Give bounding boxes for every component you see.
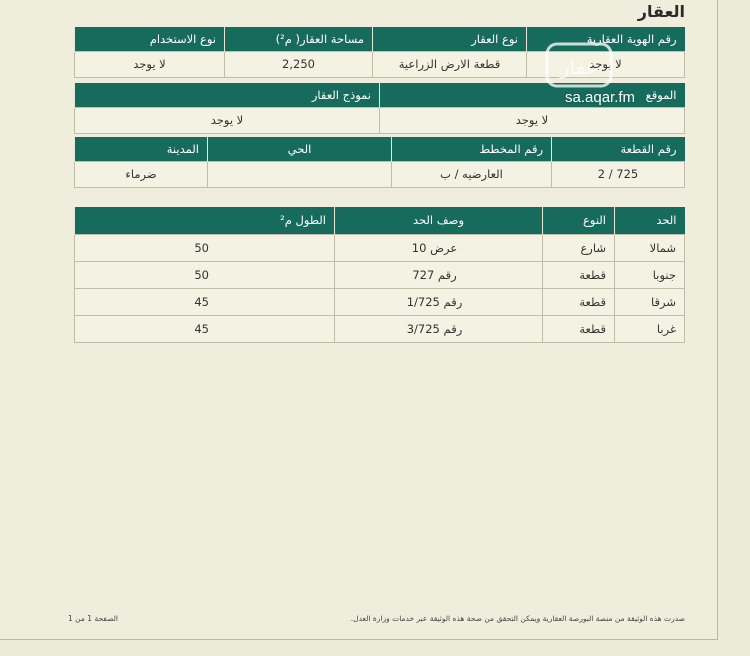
value-district xyxy=(208,161,392,187)
property-header-row xyxy=(75,27,685,51)
value-property-model: لا يوجد xyxy=(75,107,380,133)
header-city: المدينة xyxy=(75,137,208,161)
border-description: رقم 1/725 xyxy=(335,288,543,315)
property-table xyxy=(74,27,685,78)
value-property-area: 2,250 xyxy=(225,51,373,77)
header-border-length: الطول م² xyxy=(75,207,335,234)
border-type: قطعة xyxy=(543,261,615,288)
border-direction: جنوبا xyxy=(615,261,685,288)
footer-page-number: الصفحة 1 من 1 xyxy=(68,614,118,623)
value-usage-type: لا يوجد xyxy=(75,51,225,77)
header-plan-number: رقم المخطط xyxy=(392,137,552,161)
section-title: العقار xyxy=(637,2,685,21)
table-row xyxy=(75,234,685,261)
header-property-area: مساحة العقار( م²) xyxy=(225,27,373,51)
header-property-model: نموذج العقار xyxy=(75,83,380,107)
border-description: عرض 10 xyxy=(335,234,543,261)
header-border-description: وصف الحد xyxy=(335,207,543,234)
border-direction: شرقا xyxy=(615,288,685,315)
watermark-url: sa.aqar.fm xyxy=(565,89,636,106)
header-district: الحي xyxy=(208,137,392,161)
value-plan-number: العارضيه / ب xyxy=(392,161,552,187)
border-type: قطعة xyxy=(543,288,615,315)
table-row xyxy=(75,288,685,315)
border-direction: غربا xyxy=(615,315,685,342)
value-property-type: قطعة الارض الزراعية xyxy=(373,51,527,77)
header-border: الحد xyxy=(615,207,685,234)
aqar-logo-text: عقار xyxy=(560,55,598,79)
borders-header-row xyxy=(75,207,685,234)
plot-header-row xyxy=(75,137,685,161)
value-plot-number: 725 / 2 xyxy=(552,161,685,187)
border-length: 45 xyxy=(75,315,335,342)
header-location: الموقع xyxy=(380,83,685,107)
border-type: قطعة xyxy=(543,315,615,342)
footer-note: صدرت هذه الوثيقة من منصة البورصة العقارية ويمكن التحقق من صحة هذه الوثيقة عبر خدمات وزارة العدل. xyxy=(350,614,685,623)
header-usage-type: نوع الاستخدام xyxy=(75,27,225,51)
table-row xyxy=(75,261,685,288)
border-direction: شمالا xyxy=(615,234,685,261)
borders-table xyxy=(74,207,685,343)
border-type: شارع xyxy=(543,234,615,261)
location-value-row xyxy=(75,107,685,133)
border-description: رقم 727 xyxy=(335,261,543,288)
border-length: 45 xyxy=(75,288,335,315)
value-location: لا يوجد xyxy=(380,107,685,133)
plot-value-row xyxy=(75,161,685,187)
border-length: 50 xyxy=(75,261,335,288)
plot-table xyxy=(74,137,685,188)
header-border-type: النوع xyxy=(543,207,615,234)
value-city: ضرماء xyxy=(75,161,208,187)
header-property-id: رقم الهوية العقارية xyxy=(527,27,685,51)
property-value-row xyxy=(75,51,685,77)
border-length: 50 xyxy=(75,234,335,261)
header-property-type: نوع العقار xyxy=(373,27,527,51)
value-property-id: لا يوجد xyxy=(527,51,685,77)
header-plot-number: رقم القطعة xyxy=(552,137,685,161)
border-description: رقم 3/725 xyxy=(335,315,543,342)
table-row xyxy=(75,315,685,342)
